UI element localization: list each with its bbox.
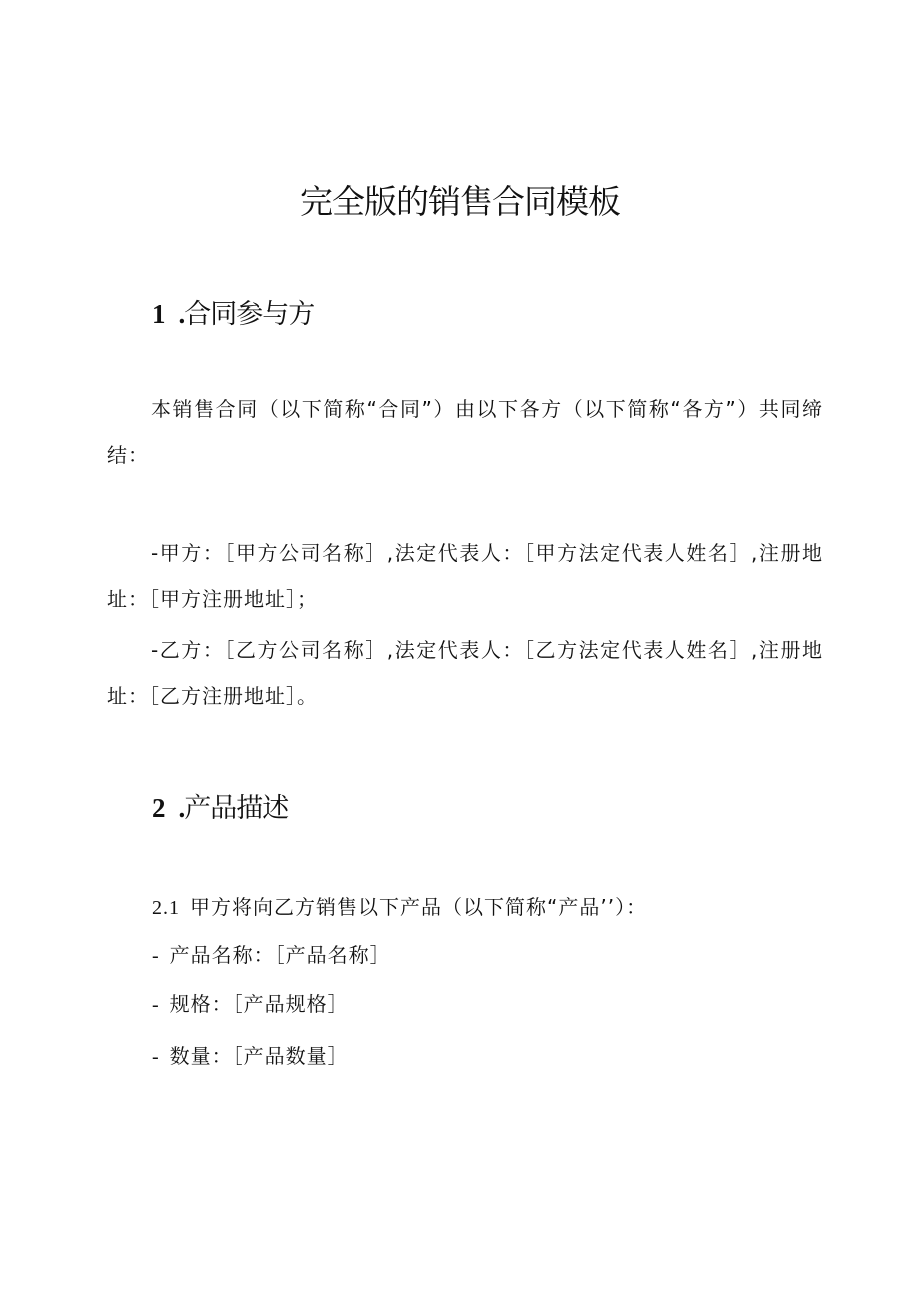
section-1-number: 1 (152, 299, 165, 329)
product-item-text: 规格：［产品规格］ (169, 992, 349, 1016)
section-1-title: 合同参与方 (184, 299, 315, 330)
product-item-bullet: - (152, 945, 160, 967)
section-2-title: 产品描述 (184, 793, 289, 824)
section-2-heading (152, 788, 288, 829)
section-2-dot: . (178, 793, 185, 823)
product-item-text: 数量：［产品数量］ (169, 1044, 349, 1068)
product-item-bullet: - (152, 1046, 160, 1068)
clause-2-1 (152, 887, 647, 928)
section-2-number: 2 (152, 793, 165, 823)
product-item-bullet: - (152, 994, 160, 1016)
section-1-dot: . (178, 299, 185, 329)
section-1-intro-paragraph: 本销售合同（以下简称“合同”）由以下各方（以下简称“各方”）共同缔结： (107, 397, 823, 467)
party-b-paragraph: -乙方：［乙方公司名称］,法定代表人：［乙方法定代表人姓名］,注册地址：［乙方注册地址］。 (107, 638, 823, 708)
product-item-quantity (152, 1036, 349, 1077)
clause-2-1-text: 甲方将向乙方销售以下产品（以下简称“产品’’）： (190, 895, 648, 919)
clause-2-1-number: 2.1 (152, 897, 180, 919)
product-item-text: 产品名称：［产品名称］ (169, 943, 391, 967)
product-item-name (152, 935, 391, 976)
document-title: 完全版的销售合同模板 (300, 182, 620, 221)
party-a-paragraph: -甲方：［甲方公司名称］,法定代表人：［甲方法定代表人姓名］,注册地址：［甲方注册地址］； (107, 541, 823, 611)
product-item-spec (152, 984, 349, 1025)
section-1-heading (152, 294, 314, 335)
